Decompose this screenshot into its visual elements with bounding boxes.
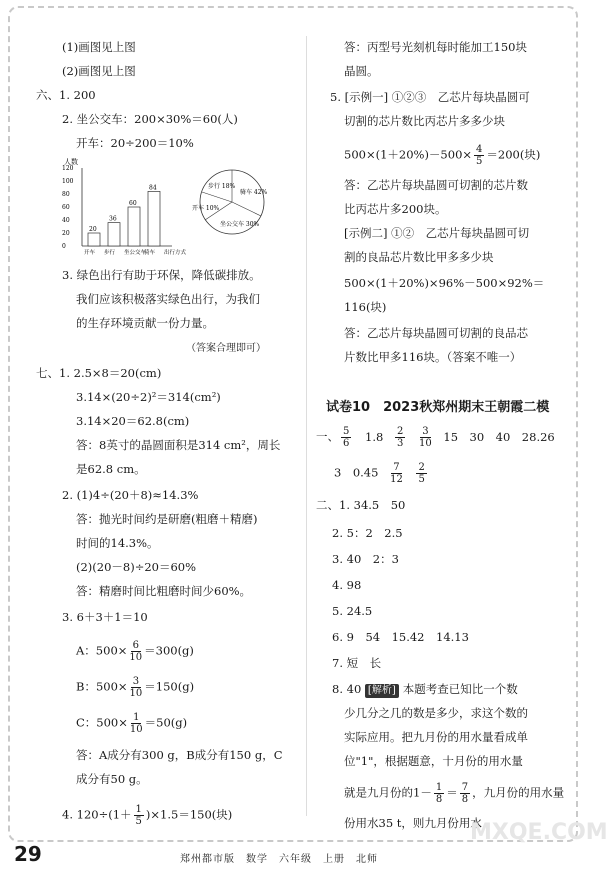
answer-line: 3.14×20＝62.8(cm) (76, 414, 190, 428)
fraction: $\frac{3}{10}$ (419, 426, 432, 449)
x-category-label: 坐公交车 (124, 250, 147, 256)
formula-line: 500×(1＋20%)－500× $\frac{4}{5}$ ＝200(块) (344, 144, 541, 167)
pie-label: 坐公交车 30% (220, 221, 260, 228)
fraction: $\frac{5}{6}$ (343, 426, 350, 449)
fraction: $\frac{2}{5}$ (418, 462, 425, 485)
answer-line: 7. 短 长 (332, 656, 382, 670)
bar-value-label: 36 (109, 215, 117, 223)
answer-line: 是62.8 cm。 (76, 462, 146, 476)
y-tick-label: 0 (62, 243, 66, 250)
answer-line: [示例二] ①② 乙芯片每块晶圆可切 (344, 226, 530, 240)
answer-line: 3.14×(20÷2)²＝314(cm²) (76, 390, 221, 404)
bar-pie-chart (60, 154, 290, 256)
bar (88, 233, 100, 246)
analysis-line: 位"1"，根据题意，十月份的用水量 (344, 754, 523, 768)
answer-line: 切割的芯片数比丙芯片多多少块 (344, 114, 505, 128)
bar (108, 223, 120, 246)
y-tick-label: 60 (62, 204, 70, 211)
x-category-label: 步行 (104, 250, 116, 256)
formula-line: A：500× $\frac{6}{10}$ ＝300(g) (76, 640, 194, 663)
fraction: $\frac{1}{5}$ (135, 804, 142, 827)
bar (148, 191, 160, 246)
answer-line: 六、1. 200 (36, 88, 96, 102)
column-divider (306, 36, 307, 816)
answer-line: 答：A成分有300 g，B成分有150 g，C (76, 748, 283, 762)
answer-line: 二、1. 34.5 50 (316, 498, 406, 512)
formula-line: 就是九月份的1－ $\frac{1}{8}$ ＝ $\frac{7}{8}$ ，九月份的用水量 (344, 782, 565, 805)
answer-line: 答：8英寸的晶圆面积是314 cm²，周长 (76, 438, 281, 452)
bar-value-label: 20 (89, 226, 97, 233)
y-tick-label: 80 (62, 191, 70, 198)
analysis-line: 少几分之几的数是多少，求这个数的 (344, 706, 528, 720)
formula-line: 一、 $\frac{5}{6}$ 1.8 $\frac{2}{3}$ $\frac{3}{10}$ 15 30 40 28.26 (316, 426, 555, 449)
bar (128, 207, 140, 246)
answer-line: 116(块) (344, 300, 387, 314)
footer-text: 郑州都市版 数学 六年级 上册 北师 (180, 854, 378, 865)
answer-line: 3. 40 2：3 (332, 552, 399, 566)
answer-line: 答：抛光时间约是研磨(粗磨＋精磨) (76, 512, 258, 526)
exam-title: 试卷10 2023秋郑州期末王朝霞二模 (326, 400, 550, 415)
answer-line: 开车：20÷200＝10% (76, 136, 194, 150)
answer-line: 500×(1＋20%)×96%－500×92%＝ (344, 276, 545, 290)
answer-line: 3. 6＋3＋1＝10 (62, 610, 148, 624)
answer-line: 2. 坐公交车：200×30%＝60(人) (62, 112, 238, 126)
analysis-line: 份用水35 t，则九月份用水 (344, 816, 482, 830)
x-category-label: 开车 (84, 250, 96, 256)
answer-line: 割的良品芯片数比甲多多少块 (344, 250, 494, 264)
analysis-line: 实际应用。把九月份的用水量看成单 (344, 730, 528, 744)
answer-line: 3. 绿色出行有助于环保，降低碳排放。 (62, 268, 261, 282)
page-number: 29 (14, 842, 42, 866)
formula-line: B：500× $\frac{3}{10}$ ＝150(g) (76, 676, 195, 699)
y-tick-label: 120 (62, 165, 74, 172)
answer-line: 成分有50 g。 (76, 772, 148, 786)
answer-line: 5. [示例一] ①②③ 乙芯片每块晶圆可 (330, 90, 530, 104)
answer-line: 比丙芯片多200块。 (344, 202, 447, 216)
y-tick-label: 100 (62, 178, 74, 185)
answer-line: 6. 9 54 15.42 14.13 (332, 630, 469, 644)
pie-label: 开车 10% (192, 205, 220, 212)
x-category-label: 骑车 (144, 250, 156, 256)
answer-line: 时间的14.3%。 (76, 536, 159, 550)
formula-line: 3 0.45 $\frac{7}{12}$ $\frac{2}{5}$ (334, 462, 425, 485)
answer-line: 2. 5：2 2.5 (332, 526, 403, 540)
y-tick-label: 20 (62, 230, 70, 237)
x-category-label: 出行方式 (164, 250, 187, 256)
formula-line: C：500× $\frac{1}{10}$ ＝50(g) (76, 712, 188, 735)
answer-line: (2)(20－8)÷20＝60% (76, 560, 197, 574)
answer-line: 我们应该积极落实绿色出行，为我们 (76, 292, 260, 306)
answer-line: 4. 98 (332, 578, 362, 592)
answer-line: 答：丙型号光刻机每时能加工150块 (344, 40, 527, 54)
fraction: $\frac{7}{12}$ (390, 462, 403, 485)
answer-line: 晶圆。 (344, 64, 379, 78)
analysis-badge: [解析] (365, 684, 399, 698)
y-tick-label: 40 (62, 217, 70, 224)
bar-value-label: 60 (129, 200, 137, 207)
answer-line: 答：乙芯片每块晶圆可切割的良品芯 (344, 326, 528, 340)
pie-label: 步行 18% (208, 183, 236, 190)
bar-value-label: 84 (149, 184, 157, 192)
formula-line: 4. 120÷(1＋ $\frac{1}{5}$ )×1.5＝150(块) (62, 804, 233, 827)
answer-line: (2)画图见上图 (62, 64, 136, 78)
pie-label: 骑车 42% (240, 189, 268, 196)
answer-line: (1)画图见上图 (62, 40, 136, 54)
answer-line: 2. (1)4÷(20＋8)≈14.3% (62, 488, 199, 502)
answer-line: 的生存环境贡献一份力量。 (76, 316, 214, 330)
fraction: $\frac{2}{3}$ (396, 426, 404, 449)
fraction: $\frac{1}{10}$ (129, 712, 143, 735)
watermark-logo: MXQE.COM (470, 820, 608, 845)
answer-line: 答：精磨时间比粗磨时间少60%。 (76, 584, 252, 598)
answer-line: 5. 24.5 (332, 604, 373, 618)
answer-note: （答案合理即可） (186, 343, 266, 354)
fraction: $\frac{7}{8}$ (461, 782, 469, 805)
answer-line: 七、1. 2.5×8＝20(cm) (36, 366, 162, 380)
answer-line: 答：乙芯片每块晶圆可切割的芯片数 (344, 178, 528, 192)
fraction: $\frac{3}{10}$ (129, 676, 143, 699)
fraction: $\frac{1}{8}$ (435, 782, 443, 805)
chart-ylabel: 人数 (64, 158, 78, 166)
answer-line: 片数比甲多116块。（答案不唯一） (344, 350, 522, 364)
analysis-line: 8. 40 [解析] 本题考查已知比一个数 (332, 682, 518, 696)
fraction: $\frac{4}{5}$ (476, 144, 483, 167)
fraction: $\frac{6}{10}$ (129, 640, 143, 663)
